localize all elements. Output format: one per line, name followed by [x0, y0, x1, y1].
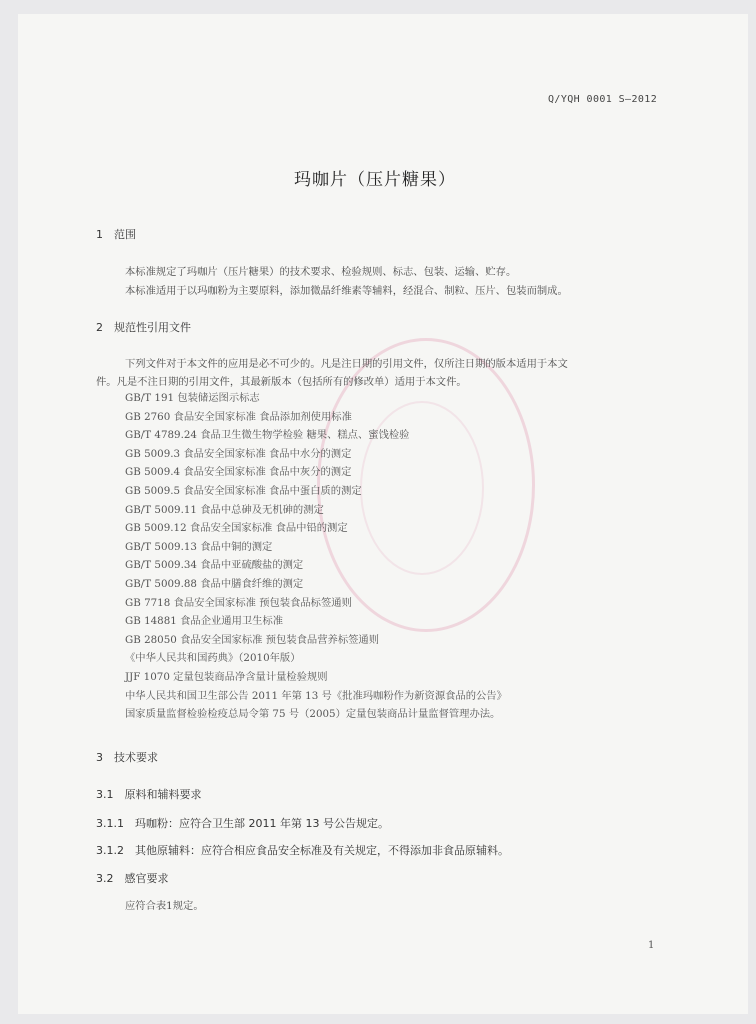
reference-item: GB/T 4789.24 食品卫生微生物学检验 糖果、糕点、蜜饯检验	[125, 429, 410, 442]
section-2-intro-line-1: 下列文件对于本文件的应用是必不可少的。凡是注日期的引用文件，仅所注日期的版本适用于本文	[125, 358, 568, 370]
page-number: 1	[648, 940, 655, 951]
reference-item: GB 5009.4 食品安全国家标准 食品中灰分的测定	[125, 466, 352, 479]
reference-item: GB/T 5009.34 食品中亚硫酸盐的测定	[125, 559, 304, 572]
reference-item: GB 2760 食品安全国家标准 食品添加剂使用标准	[125, 410, 352, 423]
reference-item: GB/T 191 包装储运图示标志	[125, 392, 260, 404]
reference-item: GB 5009.12 食品安全国家标准 食品中铅的测定	[125, 522, 348, 535]
section-1-paragraph-1: 本标准规定了玛咖片（压片糖果）的技术要求、检验规则、标志、包装、运输、贮存。	[125, 266, 517, 278]
section-3-1-heading: 3.1 原料和辅料要求	[96, 788, 202, 801]
reference-item: GB 5009.5 食品安全国家标准 食品中蛋白质的测定	[125, 484, 362, 497]
reference-item: GB/T 5009.88 食品中膳食纤维的测定	[125, 577, 304, 590]
reference-item: 《中华人民共和国药典》（2010年版）	[125, 652, 301, 665]
reference-item: GB/T 5009.11 食品中总砷及无机砷的测定	[125, 503, 324, 516]
document-title: 玛咖片（压片糖果）	[294, 170, 456, 190]
reference-item: GB 28050 食品安全国家标准 预包装食品营养标签通则	[125, 633, 380, 646]
reference-item: 中华人民共和国卫生部公告 2011 年第 13 号《批准玛咖粉作为新资源食品的公告》	[125, 689, 507, 702]
reference-item: GB 14881 食品企业通用卫生标准	[125, 615, 284, 628]
section-1-paragraph-2: 本标准适用于以玛咖粉为主要原料，添加微晶纤维素等辅料，经混合、制粒、压片、包装而制成。	[125, 285, 568, 297]
reference-item: 国家质量监督检验检疫总局令第 75 号（2005）定量包装商品计量监督管理办法。	[125, 708, 501, 721]
section-3-2-heading: 3.2 感官要求	[96, 872, 169, 885]
section-2-heading: 2 规范性引用文件	[96, 321, 191, 334]
normative-references-list	[125, 389, 507, 724]
section-2-intro-line-2: 件。凡是不注日期的引用文件，其最新版本（包括所有的修改单）适用于本文件。	[96, 376, 467, 388]
reference-item: GB 5009.3 食品安全国家标准 食品中水分的测定	[125, 447, 352, 460]
section-3-2-text: 应符合表1规定。	[125, 900, 204, 912]
section-3-heading: 3 技术要求	[96, 751, 158, 764]
section-1-heading: 1 范围	[96, 228, 136, 241]
reference-item: JJF 1070 定量包装商品净含量计量检验规则	[125, 670, 328, 683]
reference-item: GB/T 5009.13 食品中铜的测定	[125, 540, 273, 553]
section-3-1-2-text: 3.1.2 其他原辅料：应符合相应食品安全标准及有关规定，不得添加非食品原辅料。	[96, 844, 509, 857]
reference-item: GB 7718 食品安全国家标准 预包装食品标签通则	[125, 596, 352, 609]
section-3-1-1-text: 3.1.1 玛咖粉：应符合卫生部 2011 年第 13 号公告规定。	[96, 817, 389, 830]
standard-code: Q/YQH 0001 S—2012	[548, 94, 658, 105]
